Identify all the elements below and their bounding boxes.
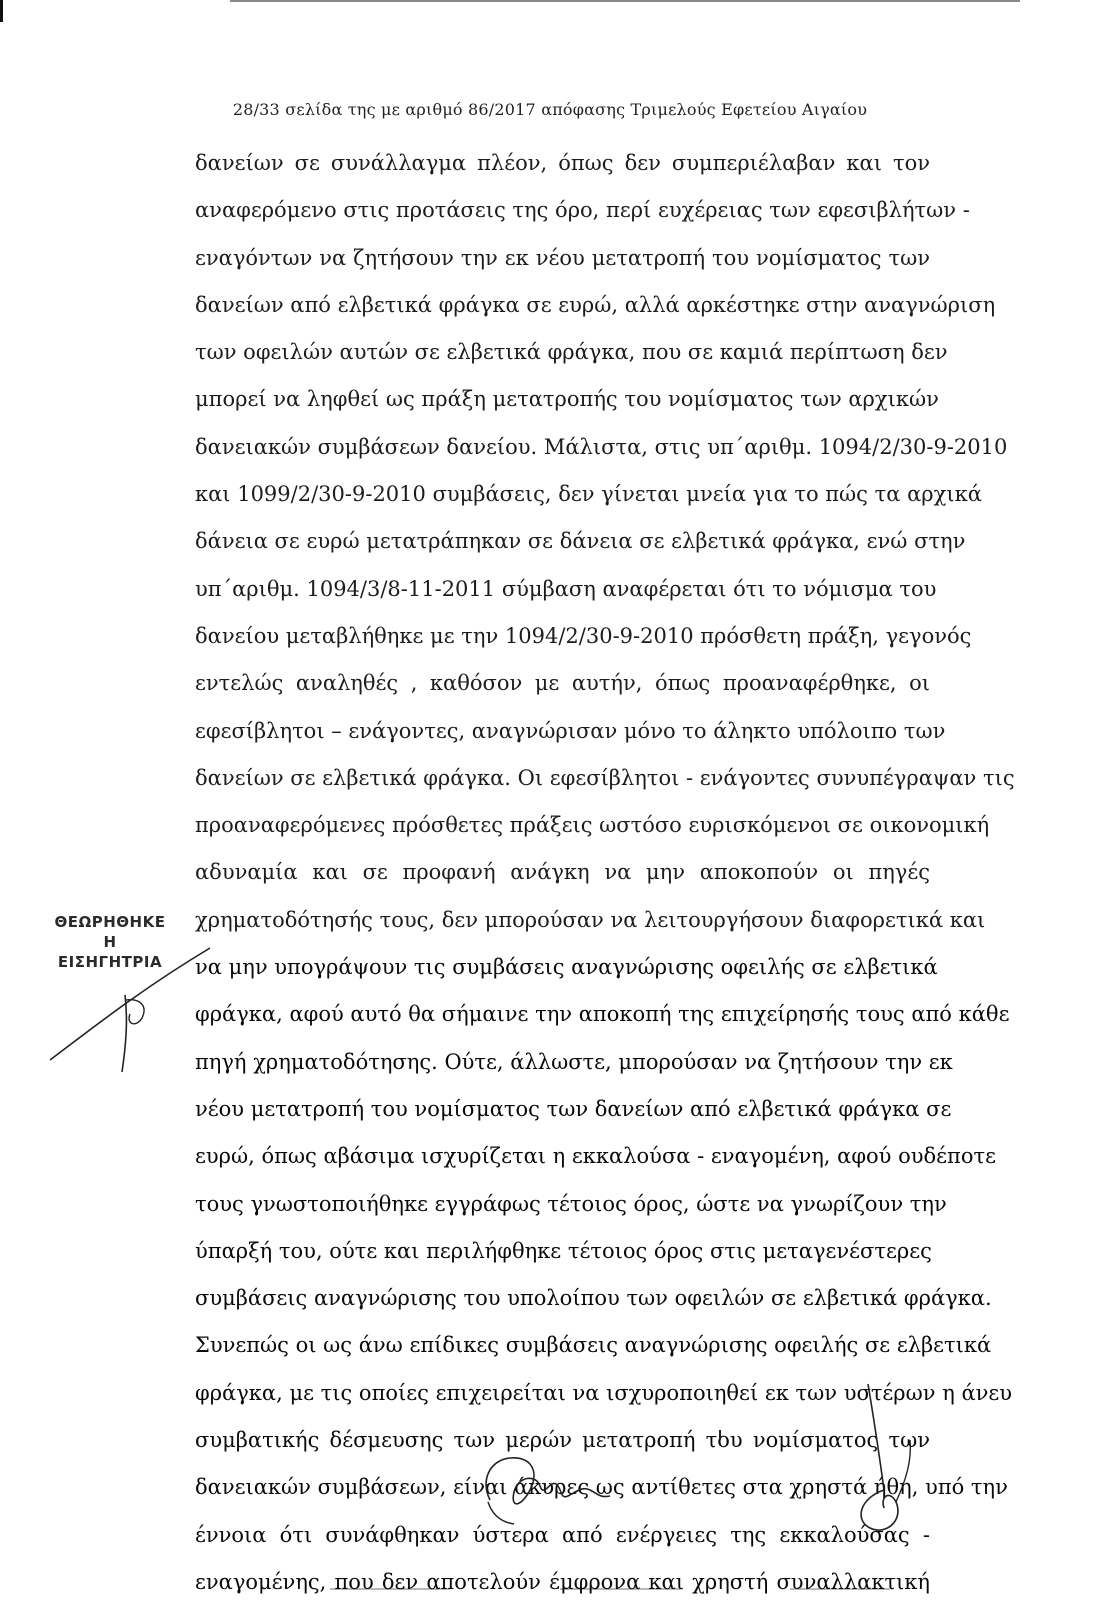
- body-line: δανείου μεταβλήθηκε με την 1094/2/30-9-2010 πρόσθετη πράξη, γεγονός: [195, 623, 972, 648]
- stamp-line-2: Η: [103, 933, 117, 951]
- initials-mark: [30, 940, 230, 1080]
- body-line: μπορεί να ληφθεί ως πράξη μετατροπής του νομίσματος των αρχικών: [195, 387, 939, 412]
- body-line: υπ΄αριθμ. 1094/3/8-11-2011 σύμβαση αναφέρεται ότι το νόμισμα του: [195, 576, 937, 601]
- body-line: ύπαρξή του, ούτε και περιλήφθηκε τέτοιος όρος στις μεταγενέστερες: [195, 1238, 932, 1263]
- scan-edge-left: [0, 0, 3, 22]
- body-line: δανείων σε ελβετικά φράγκα. Οι εφεσίβλητοι - ενάγοντες συνυπέγραψαν τις: [195, 765, 1015, 790]
- body-line: εναγομένης, που δεν αποτελούν έμφρονα και χρηστή συναλλακτική: [195, 1569, 930, 1594]
- body-line: πηγή χρηματοδότησης. Ούτε, άλλωστε, μπορούσαν να ζητήσουν την εκ: [195, 1049, 953, 1074]
- body-text: [195, 140, 1015, 1606]
- body-line: αναφερόμενο στις προτάσεις της όρο, περί ευχέρειας των εφεσιβλήτων -: [195, 198, 970, 223]
- body-line: εντελώς αναληθές , καθόσον με αυτήν, όπως προαναφέρθηκε, οι: [195, 671, 930, 696]
- body-line: νέου μετατροπή του νομίσματος των δανείων από ελβετικά φράγκα σε: [195, 1096, 952, 1121]
- body-line: δανείων από ελβετικά φράγκα σε ευρώ, αλλά αρκέστηκε στην αναγνώριση: [195, 292, 996, 317]
- scan-edge-top: [230, 0, 1020, 2]
- body-line: εφεσίβλητοι – ενάγοντες, αναγνώρισαν μόνο το άληκτο υπόλοιπο των: [195, 718, 946, 743]
- page-header: 28/33 σελίδα της με αριθμό 86/2017 απόφασης Τριμελούς Εφετείου Αιγαίου: [232, 100, 868, 119]
- body-line: προαναφερόμενες πρόσθετες πράξεις ωστόσο ευρισκόμενοι σε οικονομική: [195, 813, 990, 838]
- body-line: δανείων σε συνάλλαγμα πλέον, όπως δεν συμπεριέλαβαν και τον: [195, 151, 930, 175]
- signature-right: [840, 1380, 940, 1540]
- body-line: να μην υπογράψουν τις συμβάσεις αναγνώρισης οφειλής σε ελβετικά: [195, 955, 938, 980]
- body-line: αδυναμία και σε προφανή ανάγκη να μην αποκοπούν οι πηγές: [195, 860, 930, 885]
- body-line: δανειακών συμβάσεων δανείου. Μάλιστα, στις υπ΄αριθμ. 1094/2/30-9-2010: [195, 434, 1008, 459]
- body-line: έννοια ότι συνάφθηκαν ύστερα από ενέργειες της εκκαλούσας -: [195, 1522, 930, 1547]
- body-line: συμβάσεις αναγνώρισης του υπολοίπου των οφειλών σε ελβετικά φράγκα.: [195, 1286, 992, 1311]
- body-line: των οφειλών αυτών σε ελβετικά φράγκα, που σε καμιά περίπτωση δεν: [195, 340, 948, 365]
- tick-mark: [718, 1430, 722, 1440]
- body-line: εναγόντων να ζητήσουν την εκ νέου μετατροπή του νομίσματος των: [195, 245, 930, 270]
- body-line: χρηματοδότησής τους, δεν μπορούσαν να λειτουργήσουν διαφορετικά και: [195, 907, 986, 932]
- stamp-line-3: ΕΙΣΗΓΗΤΡΙΑ: [57, 953, 163, 971]
- body-line: Συνεπώς οι ως άνω επίδικες συμβάσεις αναγνώρισης οφειλής σε ελβετικά: [195, 1333, 992, 1358]
- signature-left: [470, 1440, 620, 1530]
- body-line: συμβατικής δέσμευσης των μερών μετατροπή του νομίσματος των: [195, 1428, 930, 1453]
- body-line: τους γνωστοποιήθηκε εγγράφως τέτοιος όρος, ώστε να γνωρίζουν την: [195, 1191, 947, 1216]
- stamp-line-1: ΘΕΩΡΗΘΗΚΕ: [54, 913, 166, 931]
- body-line: δανειακών συμβάσεων, είναι άκυρες ως αντίθετες στα χρηστά ήθη, υπό την: [195, 1475, 1008, 1500]
- body-line: φράγκα, με τις οποίες επιχειρείται να ισχυροποιηθεί εκ των υστέρων η άνευ: [195, 1380, 1013, 1405]
- body-line: φράγκα, αφού αυτό θα σήμαινε την αποκοπή της επιχείρησής τους από κάθε: [195, 1002, 1010, 1027]
- body-line: ευρώ, όπως αβάσιμα ισχυρίζεται η εκκαλούσα - εναγομένη, αφού ουδέποτε: [195, 1144, 996, 1169]
- body-line: και 1099/2/30-9-2010 συμβάσεις, δεν γίνεται μνεία για το πώς τα αρχικά: [195, 482, 982, 507]
- body-line: δάνεια σε ευρώ μετατράπηκαν σε δάνεια σε ελβετικά φράγκα, ενώ στην: [195, 529, 966, 554]
